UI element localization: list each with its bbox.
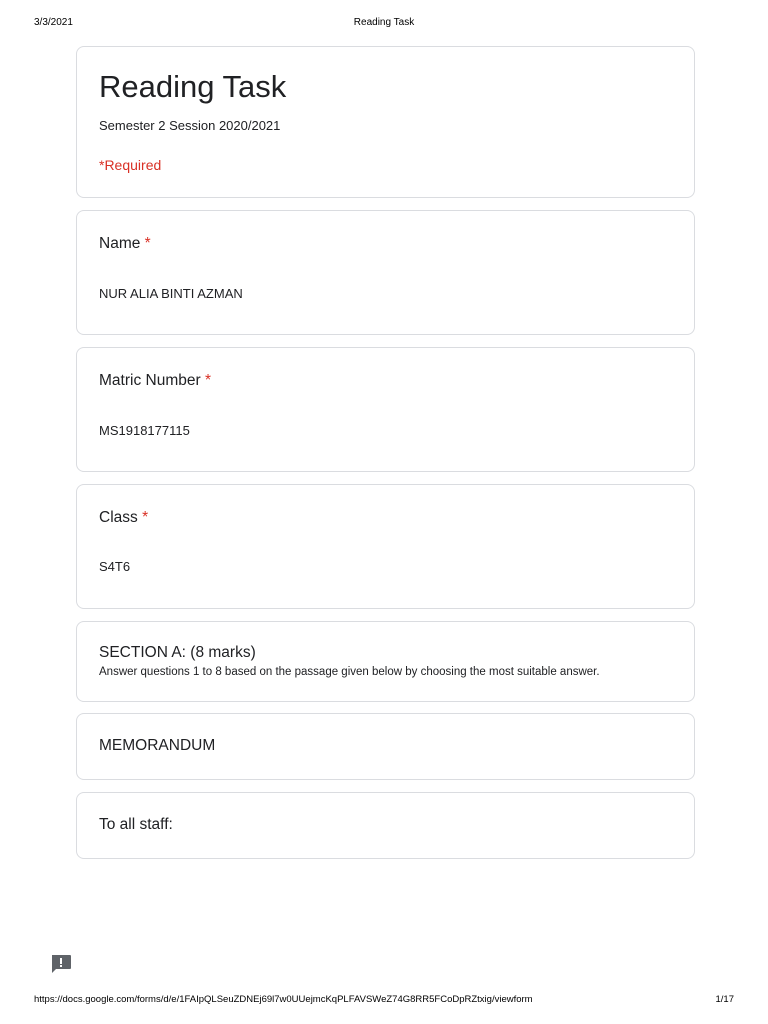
feedback-icon[interactable] [50, 954, 72, 974]
print-title: Reading Task [353, 17, 415, 28]
question-label-class [99, 509, 148, 527]
answer-class: S4T6 [99, 559, 131, 574]
page-number: 1/17 [715, 994, 734, 1005]
section-a-card [76, 621, 695, 702]
answer-matric-number: MS1918177115 [99, 423, 190, 438]
section-a-description: Answer questions 1 to 8 based on the passage given below by choosing the most suitable answer. [99, 666, 600, 678]
memorandum-title: MEMORANDUM [99, 737, 216, 754]
print-footer [0, 994, 768, 1008]
print-date: 3/3/2021 [34, 17, 73, 28]
form-title: Reading Task [99, 69, 287, 104]
question-label-text: Class [99, 509, 138, 526]
print-header [0, 17, 768, 31]
question-label-text: Name [99, 235, 141, 252]
section-a-title: SECTION A: (8 marks) [99, 644, 256, 661]
feedback-icon-glyph [50, 954, 72, 974]
form-description: Semester 2 Session 2020/2021 [99, 118, 281, 133]
print-url: https://docs.google.com/forms/d/e/1FAIpQLSeuZDNEj69l7w0UUejmcKqPLFAVSWeZ74G8RR5FCoDpRZtxig/viewform [34, 994, 533, 1005]
to-staff-card [76, 792, 695, 859]
required-asterisk: * [204, 372, 211, 389]
required-asterisk: * [142, 509, 149, 526]
form-header-card [76, 46, 695, 198]
question-label-matric-number [99, 372, 211, 390]
answer-name: NUR ALIA BINTI AZMAN [99, 286, 243, 301]
question-card-name [76, 210, 695, 335]
required-note: *Required [99, 157, 162, 173]
required-asterisk: * [144, 235, 151, 252]
question-card-class [76, 484, 695, 609]
to-staff-title: To all staff: [99, 816, 173, 833]
question-label-text: Matric Number [99, 372, 201, 389]
memorandum-card [76, 713, 695, 780]
question-label-name [99, 235, 151, 253]
question-card-matric-number [76, 347, 695, 472]
